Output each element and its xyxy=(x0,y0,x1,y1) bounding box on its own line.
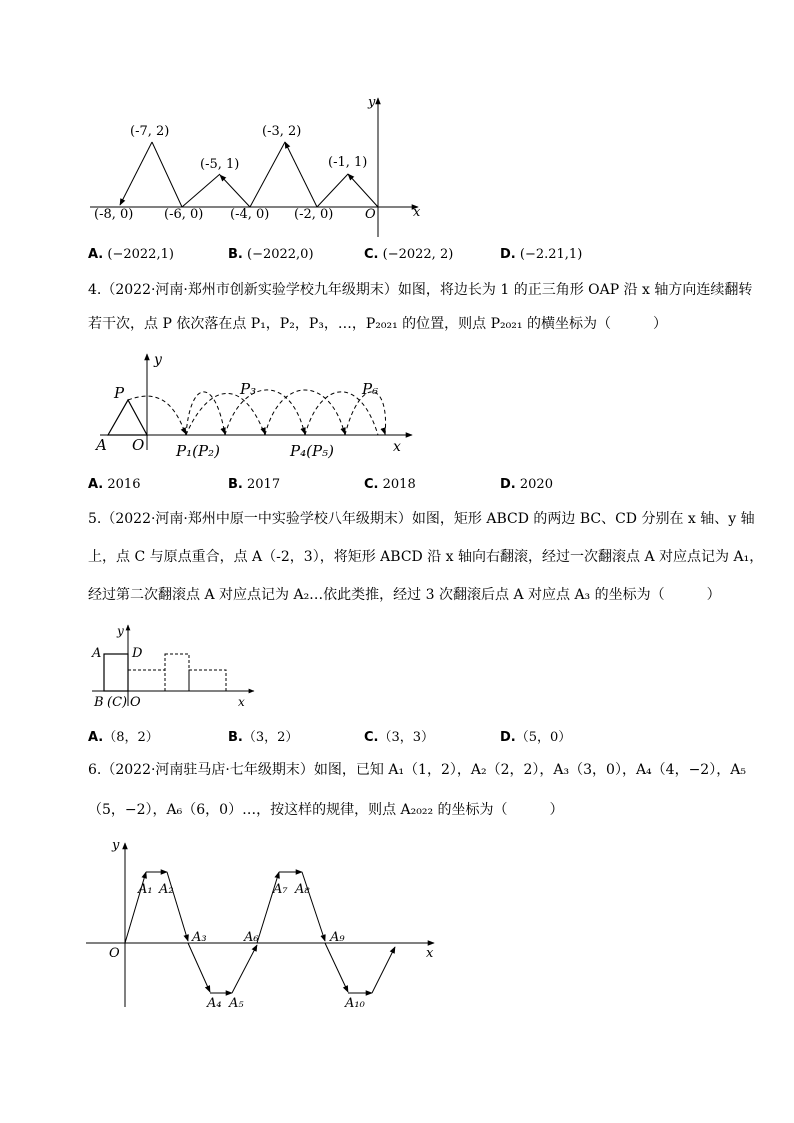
point-d-label: D xyxy=(132,646,143,661)
point-p-label: P xyxy=(114,384,125,402)
option-b[interactable]: B. 2017 xyxy=(228,477,281,492)
point-a2-label: A₂ xyxy=(159,882,174,897)
option-c[interactable]: C. (−2022, 2) xyxy=(364,247,454,262)
q5-text-line: 5.（2022·河南·郑州中原一中实验学校八年级期末）如图，矩形 ABCD 的两边 BC、CD 分别在 x 轴、y 轴 xyxy=(88,511,755,527)
triangle-oap xyxy=(108,400,147,435)
y-axis-label: y xyxy=(112,838,120,853)
point-a-label: A xyxy=(96,436,107,454)
y-axis-label: y xyxy=(154,352,162,368)
x-axis-label: x xyxy=(393,439,401,455)
q4-options xyxy=(88,477,708,497)
y-axis-label: y xyxy=(368,95,376,110)
triangle-rolling-figure xyxy=(90,350,420,465)
point-b-label: B xyxy=(94,695,104,710)
point-label: (-5, 1) xyxy=(200,157,240,172)
q6-text-line: （5，−2），A₆（6，0）…，按这样的规律，则点 A₂₀₂₂ 的坐标为（ ） xyxy=(88,802,564,818)
option-d[interactable]: D.（5，0） xyxy=(500,730,572,745)
point-a1-label: A₁ xyxy=(138,882,153,897)
option-b[interactable]: B. (−2022,0) xyxy=(228,247,314,262)
point-p3-label: P₃ xyxy=(240,380,257,398)
x-axis-label: x xyxy=(426,946,434,961)
point-label: (-4, 0) xyxy=(230,207,270,222)
option-a[interactable]: A. (−2022,1) xyxy=(88,247,174,262)
zigzag-coordinate-figure xyxy=(80,90,440,240)
wave-path-figure xyxy=(80,835,445,1015)
point-label: (-3, 2) xyxy=(262,124,302,139)
point-label: (-6, 0) xyxy=(164,207,204,222)
q4-text-line: 若干次，点 P 依次落在点 P₁，P₂，P₃，…，P₂₀₂₁ 的位置，则点 P₂₀₂₁ 的横坐标为（ ） xyxy=(88,316,667,332)
point-p6-label: P₆ xyxy=(362,380,379,398)
origin-label: O xyxy=(130,695,141,710)
point-a-label: A xyxy=(92,646,102,661)
point-label: (-7, 2) xyxy=(130,124,170,139)
q3-options xyxy=(88,247,708,267)
point-label: (-8, 0) xyxy=(94,207,134,222)
origin-label: O xyxy=(132,436,145,454)
point-a8-label: A₈ xyxy=(295,882,310,897)
option-c[interactable]: C.（3，3） xyxy=(364,730,435,745)
q5-options xyxy=(88,726,708,746)
option-a[interactable]: A. 2016 xyxy=(88,477,141,492)
point-a6-label: A₆ xyxy=(244,930,259,945)
option-c[interactable]: C. 2018 xyxy=(364,477,416,492)
q5-text-line: 上，点 C 与原点重合，点 A（-2，3），将矩形 ABCD 沿 x 轴向右翻滚，经过一次翻滚点 A 对应点记为 A₁， xyxy=(88,549,764,565)
origin-label: O xyxy=(109,946,120,961)
point-a7-label: A₇ xyxy=(273,882,288,897)
x-axis-label: x xyxy=(238,695,245,709)
point-a4-label: A₄ xyxy=(207,996,222,1011)
point-a10-label: A₁₀ xyxy=(345,996,365,1011)
option-d[interactable]: D. (−2.21,1) xyxy=(500,247,583,262)
origin-label: O xyxy=(365,207,376,222)
point-p1-p2-label: P₁(P₂) xyxy=(176,442,220,460)
option-a[interactable]: A.（8，2） xyxy=(88,730,159,745)
point-c-label: (C) xyxy=(107,695,128,710)
point-label: (-2, 0) xyxy=(294,207,334,222)
point-a3-label: A₃ xyxy=(192,930,207,945)
option-d[interactable]: D. 2020 xyxy=(500,477,553,492)
point-p4-p5-label: P₄(P₅) xyxy=(290,442,334,460)
q4-text-line: 4.（2022·河南·郑州市创新实验学校九年级期末）如图，将边长为 1 的正三角形 OAP 沿 x 轴方向连续翻转 xyxy=(88,282,753,298)
y-axis-label: y xyxy=(117,624,124,638)
x-axis-label: x xyxy=(413,205,421,220)
rectangle-abcd xyxy=(104,654,128,691)
q6-text-line: 6.（2022·河南驻马店·七年级期末）如图，已知 A₁（1，2），A₂（2，2），A₃（3，0），A₄（4，−2），A₅ xyxy=(88,762,746,778)
rectangle-rolling-figure xyxy=(88,620,268,712)
point-a5-label: A₅ xyxy=(229,996,244,1011)
q5-text-line: 经过第二次翻滚点 A 对应点记为 A₂…依此类推，经过 3 次翻滚后点 A 对应点 A₃ 的坐标为（ ） xyxy=(88,587,721,603)
option-b[interactable]: B.（3，2） xyxy=(228,730,299,745)
point-label: (-1, 1) xyxy=(328,155,368,170)
point-a9-label: A₉ xyxy=(330,930,345,945)
